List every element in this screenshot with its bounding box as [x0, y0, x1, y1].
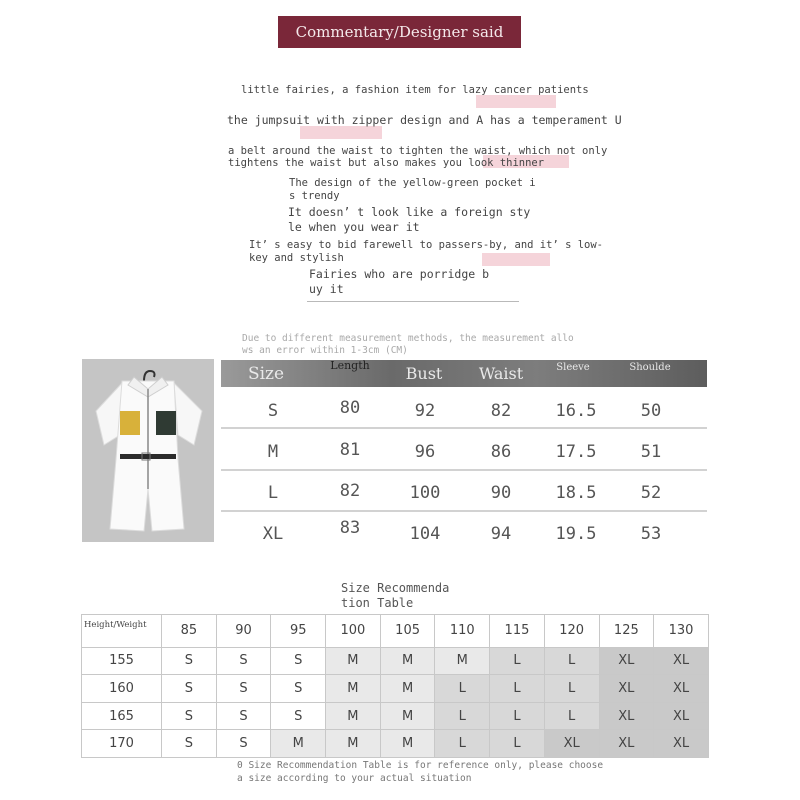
row-divider — [221, 469, 707, 471]
belt — [120, 454, 176, 459]
size-cell: XL — [654, 702, 709, 730]
commentary-line: tightens the waist but also makes you look thinner — [228, 157, 545, 169]
cell-size: XL — [262, 524, 284, 544]
header-title: Commentary/Designer said — [295, 23, 504, 41]
size-cell: XL — [599, 702, 654, 730]
cell-shoulder: 50 — [640, 401, 662, 421]
jumpsuit-image — [82, 359, 214, 542]
size-cell: S — [216, 647, 271, 675]
size-cell: S — [271, 675, 326, 703]
size-cell: L — [490, 702, 545, 730]
size-cell: M — [380, 730, 435, 758]
weight-header: 115 — [490, 615, 545, 648]
size-cell: L — [544, 647, 599, 675]
commentary-line: le when you wear it — [288, 220, 420, 234]
size-cell: XL — [654, 730, 709, 758]
green-pocket — [156, 411, 176, 435]
weight-header: 95 — [271, 615, 326, 648]
product-photo — [82, 359, 214, 542]
cell-waist: 86 — [490, 442, 512, 462]
table-row — [82, 702, 709, 730]
size-cell: L — [490, 675, 545, 703]
height-label: 170 — [82, 730, 162, 758]
size-cell: M — [380, 702, 435, 730]
weight-header: 100 — [326, 615, 381, 648]
size-cell: S — [216, 730, 271, 758]
commentary-line: s trendy — [289, 190, 340, 202]
recommendation-title: tion Table — [341, 596, 414, 610]
cell-shoulder: 53 — [640, 524, 662, 544]
weight-header: 125 — [599, 615, 654, 648]
size-recommendation-table — [81, 614, 709, 758]
header-bust: Bust — [405, 364, 443, 383]
weight-header: 85 — [162, 615, 217, 648]
size-cell: S — [271, 702, 326, 730]
commentary-line: It’ s easy to bid farewell to passers-by, and it’ s low- — [249, 239, 604, 251]
size-cell: M — [326, 647, 381, 675]
height-label: 155 — [82, 647, 162, 675]
size-cell: M — [326, 675, 381, 703]
weight-header: 110 — [435, 615, 490, 648]
cell-sleeve: 19.5 — [555, 524, 597, 544]
cell-waist: 82 — [490, 401, 512, 421]
size-cell: L — [490, 730, 545, 758]
weight-header: 130 — [654, 615, 709, 648]
size-cell: L — [544, 675, 599, 703]
size-cell: XL — [599, 730, 654, 758]
size-cell: L — [435, 675, 490, 703]
size-cell: M — [380, 675, 435, 703]
row-divider — [221, 427, 707, 429]
weight-header: 105 — [380, 615, 435, 648]
commentary-line: key and stylish — [249, 252, 344, 264]
cell-shoulder: 52 — [640, 483, 662, 503]
recommendation-footnote: a size according to your actual situation — [237, 773, 472, 784]
size-cell: M — [326, 730, 381, 758]
size-cell: S — [162, 675, 217, 703]
measurement-note: Due to different measurement methods, the measurement allo — [242, 333, 574, 344]
size-cell: S — [162, 647, 217, 675]
yellow-pocket — [120, 411, 140, 435]
table-row — [82, 730, 709, 758]
commentary-line: little fairies, a fashion item for lazy cancer patients — [241, 84, 589, 96]
table-row — [82, 615, 709, 648]
cell-sleeve: 16.5 — [555, 401, 597, 421]
cell-waist: 90 — [490, 483, 512, 503]
size-cell: M — [380, 647, 435, 675]
size-cell: L — [435, 730, 490, 758]
divider — [307, 301, 519, 302]
size-table-header — [221, 360, 707, 387]
row-divider — [221, 510, 707, 512]
cell-size: L — [267, 483, 279, 503]
commentary-line: The design of the yellow-green pocket i — [289, 177, 536, 189]
commentary-line: uy it — [309, 282, 344, 296]
cell-length: 82 — [339, 481, 361, 501]
cell-size: S — [267, 401, 279, 421]
cell-bust: 104 — [409, 524, 441, 544]
size-cell: M — [271, 730, 326, 758]
commentary-header — [278, 16, 521, 48]
size-cell: L — [544, 702, 599, 730]
size-cell: S — [216, 675, 271, 703]
cell-length: 80 — [339, 398, 361, 418]
table-row — [82, 647, 709, 675]
weight-header: 90 — [216, 615, 271, 648]
size-cell: XL — [544, 730, 599, 758]
size-cell: M — [435, 647, 490, 675]
size-cell: XL — [599, 647, 654, 675]
size-cell: M — [326, 702, 381, 730]
cell-sleeve: 18.5 — [555, 483, 597, 503]
cell-waist: 94 — [490, 524, 512, 544]
size-cell: XL — [599, 675, 654, 703]
size-cell: L — [490, 647, 545, 675]
highlight-mark — [482, 253, 550, 266]
commentary-line: a belt around the waist to tighten the waist, which not only — [228, 145, 608, 157]
commentary-line: the jumpsuit with zipper design and A has a temperament U — [227, 113, 622, 127]
cell-sleeve: 17.5 — [555, 442, 597, 462]
size-cell: S — [162, 702, 217, 730]
size-cell: S — [271, 647, 326, 675]
header-shoulder: Shoulde — [629, 362, 671, 373]
weight-header: 120 — [544, 615, 599, 648]
cell-size: M — [267, 442, 279, 462]
corner-label: Height/Weight — [82, 615, 162, 648]
size-cell: XL — [654, 675, 709, 703]
header-waist: Waist — [478, 364, 524, 383]
commentary-line: Fairies who are porridge b — [309, 267, 490, 281]
recommendation-title: Size Recommenda — [341, 581, 450, 595]
commentary-line: It doesn’ t look like a foreign sty — [288, 205, 531, 219]
table-row — [82, 675, 709, 703]
size-cell: L — [435, 702, 490, 730]
recommendation-footnote: 0 Size Recommendation Table is for reference only, please choose — [237, 760, 604, 771]
cell-bust: 100 — [409, 483, 441, 503]
cell-bust: 92 — [414, 401, 436, 421]
height-label: 165 — [82, 702, 162, 730]
size-cell: S — [162, 730, 217, 758]
size-table-body — [221, 387, 707, 547]
cell-bust: 96 — [414, 442, 436, 462]
cell-shoulder: 51 — [640, 442, 662, 462]
header-length: Length — [330, 359, 370, 372]
header-sleeve: Sleeve — [556, 362, 590, 373]
size-cell: S — [216, 702, 271, 730]
measurement-note: ws an error within 1-3cm (CM) — [242, 345, 408, 356]
size-cell: XL — [654, 647, 709, 675]
header-size: Size — [247, 363, 285, 384]
height-label: 160 — [82, 675, 162, 703]
cell-length: 81 — [339, 440, 361, 460]
cell-length: 83 — [339, 518, 361, 538]
